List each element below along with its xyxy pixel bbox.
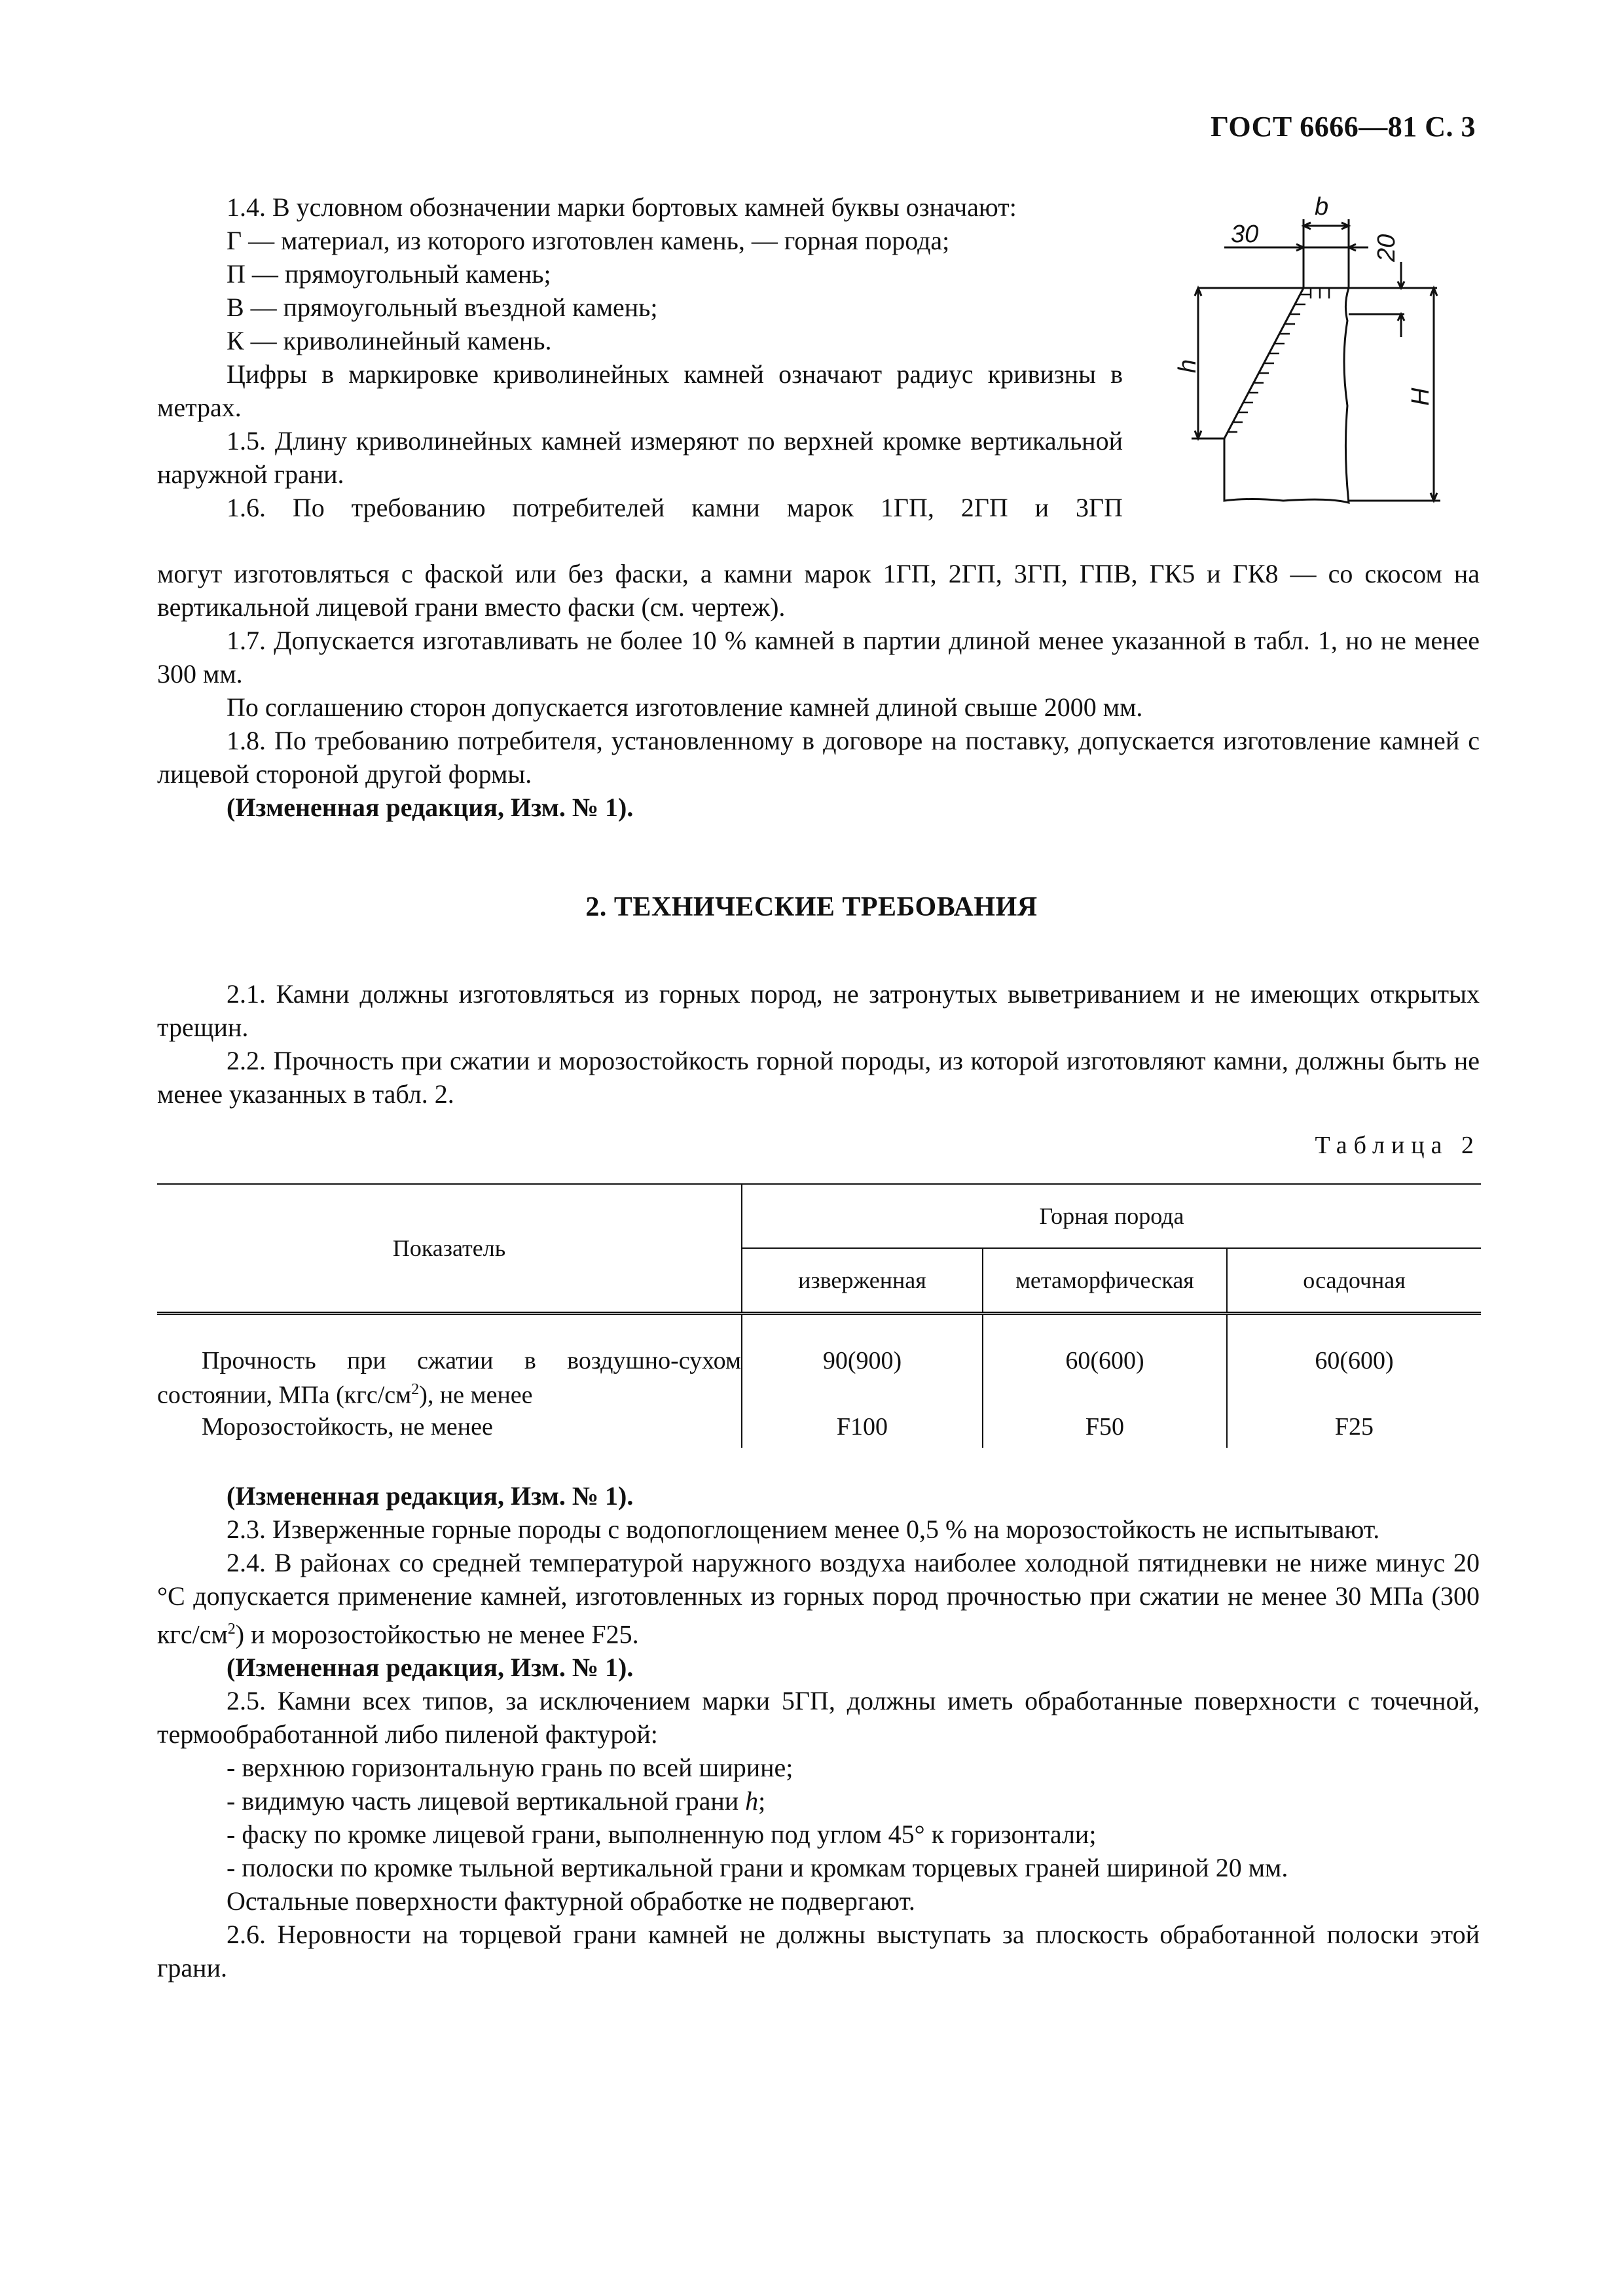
cell-strength-metamorphic: 60(600): [983, 1314, 1227, 1410]
table-row: [157, 1314, 1481, 1410]
stone-outline: [1224, 288, 1349, 503]
letter-p: П — прямоугольный камень;: [227, 259, 551, 289]
paragraph-1-5: 1.5. Длину криволинейных камней измеряют по верхней кромке вертикальной наружной грани.: [157, 426, 1123, 489]
column-sedimentary: осадочная: [1227, 1248, 1481, 1314]
paragraph-1-6-cont: могут изготовляться с фаской или без фаски, а камни марок 1ГП, 2ГП, 3ГП, ГПВ, ГК5 и ГК8 — со скосом на вертикальной лицевой грани вместо фаски (см. чертеж).: [157, 559, 1480, 622]
header-indicator: Показатель: [157, 1184, 742, 1314]
table-2: [157, 1183, 1481, 1448]
paragraph-2-6: 2.6. Неровности на торцевой грани камней не должны выступать за плоскость обработанной полоски этой грани.: [157, 1920, 1480, 1983]
column-igneous: изверженная: [742, 1248, 983, 1314]
dim-20-label: 20: [1373, 234, 1400, 262]
bullet-top-face: - верхнюю горизонтальную грань по всей ширине;: [227, 1753, 793, 1783]
section-2-title: 2. ТЕХНИЧЕСКИЕ ТРЕБОВАНИЯ: [585, 892, 1038, 922]
other-surfaces: Остальные поверхности фактурной обработке не подвергают.: [227, 1886, 915, 1916]
paragraph-2-2: 2.2. Прочность при сжатии и морозостойкость горной породы, из которой изготовляют камни, должны быть не менее указанных в табл. 2.: [157, 1046, 1480, 1109]
bullet-visible-face: [157, 1784, 1480, 1818]
section-1-wide: [157, 557, 1480, 824]
dim-b-label: b: [1315, 193, 1329, 221]
cell-strength-igneous: 90(900): [742, 1314, 983, 1410]
digits-meaning: Цифры в маркировке криволинейных камней означают радиус кривизны в метрах.: [157, 359, 1123, 422]
paragraph-1-4: 1.4. В условном обозначении марки бортовых камней буквы означают:: [227, 192, 1017, 222]
document-header: ГОСТ 6666—81 С. 3: [1210, 111, 1476, 143]
dim-30-label: 30: [1231, 221, 1259, 248]
texture-hatching: [1227, 288, 1329, 432]
bullet-chamfer: - фаску по кромке лицевой грани, выполненную под углом 45° к горизонтали;: [227, 1820, 1097, 1850]
cell-frost-igneous: F100: [742, 1410, 983, 1448]
bullet-visible-face-end: ;: [758, 1786, 766, 1816]
header-rock-type: Горная порода: [742, 1184, 1481, 1248]
cell-frost-metamorphic: F50: [983, 1410, 1227, 1448]
curb-stone-drawing: [1172, 190, 1473, 517]
paragraph-1-7-agreement: По соглашению сторон допускается изготовление камней длиной свыше 2000 мм.: [227, 692, 1143, 722]
row-label-frost: Морозостойкость, не менее: [157, 1410, 742, 1448]
amendment-note: (Измененная редакция, Изм. № 1).: [227, 1653, 634, 1683]
paragraph-1-6-start: 1.6. По требованию потребителей камни марок 1ГП, 2ГП и 3ГП: [227, 493, 1123, 522]
symbol-h: h: [745, 1786, 759, 1816]
table-caption: Таблица 2: [1315, 1132, 1480, 1159]
amendment-note: (Измененная редакция, Изм. № 1).: [227, 793, 634, 822]
row-label-strength-line2: состоянии, МПа (кгс/см: [157, 1381, 412, 1409]
paragraph-2-1: 2.1. Камни должны изготовляться из горных пород, не затронутых выветриванием и не имеющих открытых трещин.: [157, 979, 1480, 1042]
bullet-visible-face-text: - видимую часть лицевой вертикальной грани: [227, 1786, 746, 1816]
paragraph-2-4-text: 2.4. В районах со средней температурой наружного воздуха наиболее холодной пятидневки не ниже минус 20 °С допускается применение камней, изготовленных из горных пород прочностью при сжатии не менее 30 МПа (300 кгс/см: [157, 1548, 1480, 1649]
paragraph-1-7: 1.7. Допускается изготавливать не более 10 % камней в партии длиной менее указанной в табл. 1, но не менее 300 мм.: [157, 626, 1480, 689]
paragraph-2-4: [157, 1546, 1480, 1651]
paragraph-1-8: 1.8. По требованию потребителя, установленному в договоре на поставку, допускается изготовление камней с лицевой стороной другой формы.: [157, 726, 1480, 789]
letter-g: Г — материал, из которого изготовлен камень, — горная порода;: [227, 226, 950, 255]
amendment-note: (Измененная редакция, Изм. № 1).: [227, 1481, 634, 1511]
superscript: 2: [227, 1621, 236, 1638]
section-1-narrow: [157, 190, 1123, 524]
letter-v: В — прямоугольный въездной камень;: [227, 293, 658, 322]
row-label-strength: [157, 1314, 742, 1410]
paragraph-2-5: 2.5. Камни всех типов, за исключением марки 5ГП, должны иметь обработанные поверхности с точечной, термообработанной либо пиленой фактурой:: [157, 1686, 1480, 1749]
bullet-strips: - полоски по кромке тыльной вертикальной грани и кромкам торцевых граней шириной 20 мм.: [227, 1853, 1288, 1883]
cell-strength-sedimentary: 60(600): [1315, 1347, 1394, 1374]
letter-k: К — криволинейный камень.: [227, 326, 552, 355]
section-2-rest: [157, 1479, 1480, 1984]
dim-H-label: H: [1407, 387, 1434, 406]
paragraph-2-4-end: ) и морозостойкостью не менее F25.: [235, 1619, 639, 1649]
cell-frost-sedimentary: F25: [1334, 1412, 1374, 1441]
row-label-strength-line1: Прочность при сжатии в воздушно-сухом: [202, 1347, 741, 1374]
dim-h-label: h: [1174, 359, 1201, 373]
paragraph-2-3: 2.3. Изверженные горные породы с водопоглощением менее 0,5 % на морозостойкость не испытывают.: [227, 1515, 1380, 1544]
table-row: [157, 1410, 1481, 1448]
section-2-intro: [157, 977, 1480, 1111]
row-label-strength-line2-end: ), не менее: [419, 1381, 533, 1409]
column-metamorphic: метаморфическая: [983, 1248, 1227, 1314]
superscript: 2: [411, 1381, 420, 1398]
